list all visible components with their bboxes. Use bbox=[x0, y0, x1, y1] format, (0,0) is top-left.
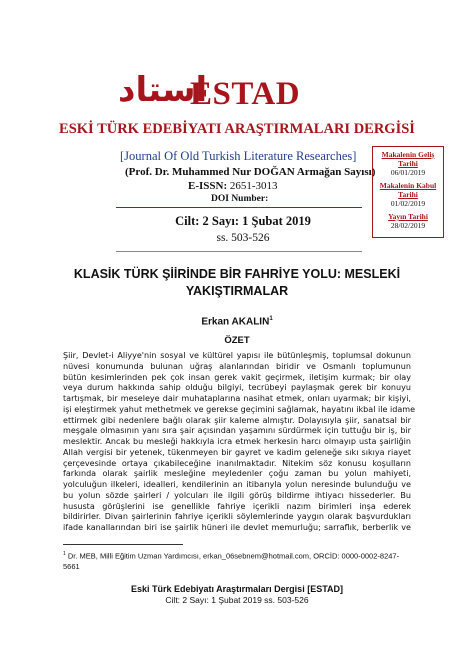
received-date-value: 06/01/2019 bbox=[390, 168, 426, 177]
doi-label: DOI Number: bbox=[211, 194, 269, 204]
abstract-line: çerçevesinde ortaya çıkabileceğine inanılmaktadır. Nitekim söz konusu koşulların bbox=[63, 458, 411, 468]
footnote-divider bbox=[63, 544, 183, 545]
published-date-label: Yayın Tarihi bbox=[388, 212, 428, 221]
author-name: Erkan AKALIN bbox=[201, 316, 270, 328]
issue-info: Cilt: 2 Sayı: 1 Şubat 2019 bbox=[175, 214, 311, 228]
accepted-date-value: 01/02/2019 bbox=[390, 199, 426, 208]
abstract-line: meşgale olmasının yanı sıra şair açısından yaşamını sürdürmek için tuttuğu bir iş, bir bbox=[63, 426, 411, 436]
abstract-line: bu yolun sözde şairleri / yolcuları ile ilgili görüş bildirme ihtiyacı hissederler. Bu bbox=[63, 490, 411, 500]
footer-issue: Cilt: 2 Sayı: 1 Şubat 2019 ss. 503-526 bbox=[165, 595, 309, 605]
eissn bbox=[188, 180, 278, 192]
footnote-mark: 1 bbox=[63, 551, 66, 557]
tribute-issue-note: (Prof. Dr. Muhammed Nur DOĞAN Armağan Sayısı) bbox=[125, 166, 376, 178]
footer-journal: Eski Türk Edebiyatı Araştırmaları Dergisi [ESTAD] bbox=[130, 584, 344, 594]
abstract-line: veya durum hakkında sahip olduğu bilgiyi, tecrübeyi paylaşmak gerek bir konuyu bbox=[63, 383, 411, 393]
journal-title: ESKİ TÜRK EDEBİYATI ARAŞTIRMALARI DERGİSİ bbox=[59, 121, 415, 137]
logo-arabic-text: استاد bbox=[118, 70, 208, 110]
abstract-line: Şiir, Devlet-i Aliyye'nin sosyal ve kültürel yapısı ile bütünleşmiş, toplumsal dokunun bbox=[63, 351, 411, 360]
eissn-value: 2651-3013 bbox=[229, 180, 278, 192]
published-date-value: 28/02/2019 bbox=[390, 221, 426, 230]
abstract-line: hususta görüşlerini ise genellikle fahriye içerikli nazım birimleri inşa ederek bbox=[63, 501, 411, 511]
article-title: KLASİK TÜRK ŞİİRİNDE BİR FAHRİYE YOLU: MESLEKİ YAKIŞTIRMALAR bbox=[73, 267, 401, 298]
abstract-line: farkında olarak şairlik mesleğine meyledenler çoğu zaman bu yolun mahiyeti, bbox=[63, 469, 411, 479]
article-dates-box bbox=[372, 146, 444, 238]
abstract-line: Allah vergisi bir yetenek, tükenmeyen bir gayret ve kadim geleneğe sıkı sıkıya riayet bbox=[63, 447, 411, 457]
logo-estad: ESTAD bbox=[190, 76, 301, 112]
abstract-line: yolculuğun ilkeleri, idealleri, kendilerinin an itibarıyla yolun neresinde bulunduğu ve bbox=[63, 480, 411, 489]
eissn-label: E-ISSN: bbox=[188, 180, 228, 192]
page-range: ss. 503-526 bbox=[216, 232, 270, 244]
abstract-line: bütün kesimlerinden pek çok insan gerek vakit geçirmek, iletişim kurmak; bir olay bbox=[63, 372, 411, 382]
abstract-heading: ÖZET bbox=[224, 335, 250, 346]
abstract-line: meslektir. Ancak bu mesleği hakkıyla icra etmek herkesin harcı olmayıp usta şairliğin bbox=[63, 437, 411, 446]
abstract-line: tartışmak, bir meseleye dair muhataplarına nasihat etmek, onları uyarmak; bir kişiyi, bbox=[63, 394, 411, 403]
header-divider bbox=[116, 207, 362, 208]
author bbox=[0, 316, 474, 327]
footnote bbox=[63, 549, 411, 572]
abstract-line: ifade kanallarından biri ise şairlik hüneri ile devlet memurluğu; sarraflık, berberlik ve bbox=[63, 523, 411, 532]
abstract-line: bildirirler. Divan şairlerinin fahriye içerikli söylemlerinde yaygın olarak başvurdukları bbox=[63, 512, 411, 522]
abstract-line: işi eleştirmek yahut methetmek ve gerekse geçimini sağlamak, hayatını ikbal ile idame bbox=[63, 404, 416, 414]
received-date-label: Makalenin Geliş Tarihi bbox=[381, 150, 435, 168]
abstract-body bbox=[63, 351, 416, 534]
journal-english-title: [Journal Of Old Turkish Literature Researches] bbox=[120, 149, 357, 163]
issue-divider bbox=[116, 251, 362, 252]
author-footnote-mark: 1 bbox=[269, 316, 273, 322]
abstract-line: ettirmek gibi nedenlere bağlı olarak şiir kaleme almıştır. Dolayısıyla şiir, sanatsal bir bbox=[63, 415, 411, 425]
accepted-date-label: Makalenin Kabul Tarihi bbox=[379, 181, 437, 199]
footnote-text: Dr. MEB, Milli Eğitim Uzman Yardımcısı, erkan_06sebnem@hotmail.com, ORCİD: 0000-0002-8247-5661 bbox=[63, 551, 400, 571]
abstract-line: nüvesi konumunda bulunan uğraş alanlarından biridir ve Osmanlı toplumunun bbox=[63, 361, 411, 371]
